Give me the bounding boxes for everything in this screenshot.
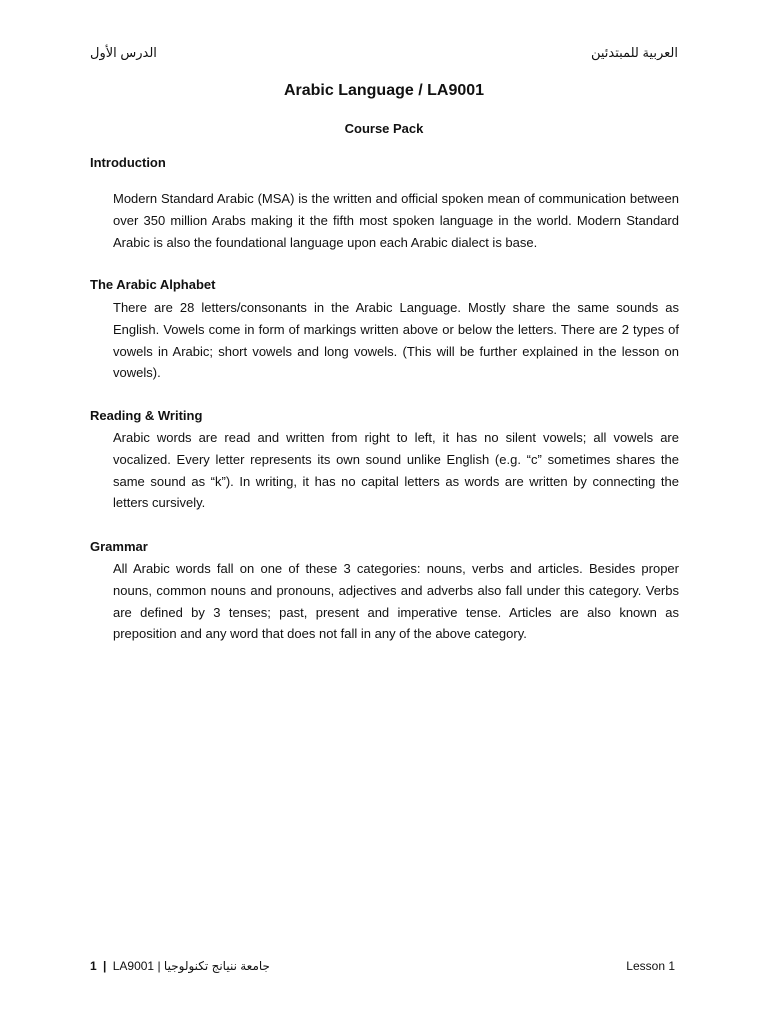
footer-lesson: Lesson 1	[626, 959, 675, 973]
section-heading-reading-writing: Reading & Writing	[90, 408, 203, 423]
section-text-introduction: Modern Standard Arabic (MSA) is the written and official spoken mean of communication between over 350 million Arabs making it the fifth most spoken language in the world. Modern Standard Arabic is also the foundational language upon each Arabic dialect is base.	[113, 191, 679, 250]
section-heading-grammar: Grammar	[90, 539, 148, 554]
footer-left	[90, 959, 270, 973]
header-lesson-arabic: الدرس الأول	[90, 45, 157, 60]
section-text-reading-writing: Arabic words are read and written from right to left, it has no silent vowels; all vowels are vocalized. Every letter represents its own sound unlike English (e.g. “c” sometimes shares the same sound as “k”). In writing, it has no capital letters as words are written by connecting the letters cursively.	[113, 430, 679, 511]
footer-separator-2: |	[157, 959, 161, 973]
section-text-grammar: All Arabic words fall on one of these 3 categories: nouns, verbs and articles. Besides proper nouns, common nouns and pronouns, adjectives and adverbs also fall under this category. Verbs are defined by 3 tenses; past, present and imperative tense. Articles are also known as preposition and any word that does not fall in any of the above category.	[113, 561, 679, 642]
footer-separator: |	[103, 959, 107, 973]
footer-university: جامعة ننيانج تكنولوجيا	[163, 959, 270, 973]
header-course-arabic: العربية للمبتدئين	[590, 45, 678, 60]
page-title: Arabic Language / LA9001	[283, 82, 485, 99]
footer-course-code: LA9001	[112, 959, 155, 973]
page-number: 1	[90, 959, 97, 973]
page-subtitle: Course Pack	[344, 121, 424, 136]
section-text-alphabet: There are 28 letters/consonants in the Arabic Language. Mostly share the same sounds as English. Vowels come in form of markings written above or below the letters. There are 2 types of vowels in Arabic; short vowels and long vowels. (This will be further explained in the lesson on vowels).	[113, 300, 679, 381]
section-heading-introduction: Introduction	[90, 155, 166, 170]
section-heading-alphabet: The Arabic Alphabet	[90, 277, 216, 292]
